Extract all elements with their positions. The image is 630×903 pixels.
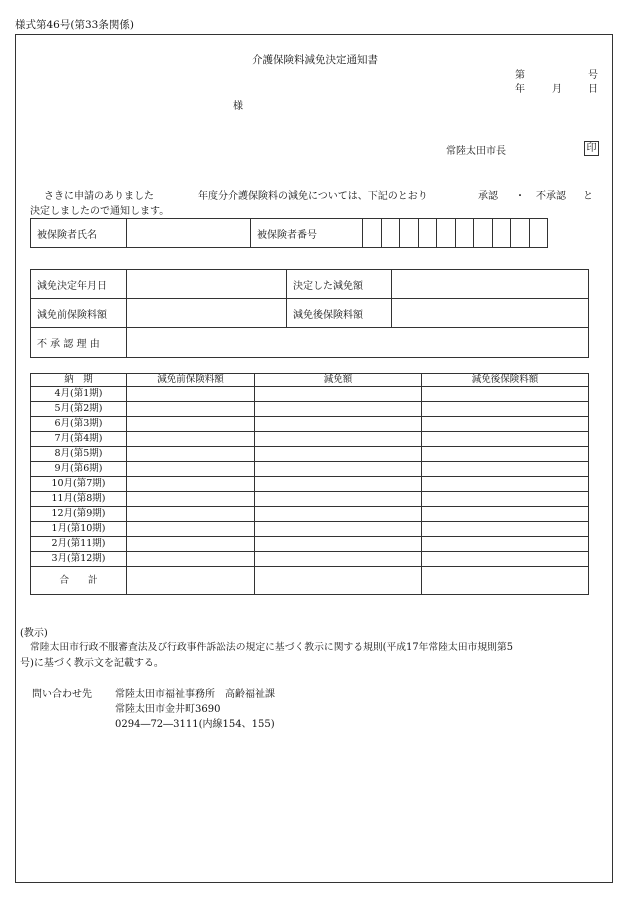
before-amount-cell[interactable]	[127, 417, 255, 432]
before-amount-cell[interactable]	[127, 477, 255, 492]
reduction-amount-cell[interactable]	[255, 402, 422, 417]
reduction-amount-cell[interactable]	[255, 522, 422, 537]
date-day: 日	[588, 84, 598, 95]
before-amount-cell[interactable]	[127, 432, 255, 447]
before-amount-cell[interactable]	[127, 462, 255, 477]
payment-schedule-table	[30, 373, 589, 595]
contact-label: 問い合わせ先	[32, 689, 92, 700]
schedule-row	[31, 522, 589, 537]
form-number: 様式第46号(第33条関係)	[15, 19, 134, 31]
after-amount-cell[interactable]	[422, 417, 589, 432]
after-amount-cell[interactable]	[422, 447, 589, 462]
schedule-period-label: 11月(第8期)	[31, 492, 127, 507]
ref-dai: 第	[515, 70, 525, 81]
schedule-period-label: 2月(第11期)	[31, 537, 127, 552]
reduction-amount-cell[interactable]	[255, 387, 422, 402]
after-premium-field[interactable]	[392, 299, 589, 328]
body-text-1: さきに申請のありました	[44, 191, 154, 202]
after-premium-label: 減免後保険料額	[287, 299, 392, 328]
date-month: 月	[552, 84, 562, 95]
before-amount-cell[interactable]	[127, 537, 255, 552]
schedule-row	[31, 492, 589, 507]
reduction-amount-cell[interactable]	[255, 552, 422, 567]
schedule-total-label: 合 計	[31, 567, 127, 595]
insured-number-digit[interactable]	[400, 219, 419, 248]
notice-line-1: 常陸太田市行政不服審査法及び行政事件訴訟法の規定に基づく教示に関する規則(平成17年常陸太田市規則第5	[30, 642, 513, 653]
schedule-period-label: 4月(第1期)	[31, 387, 127, 402]
addressee-suffix: 様	[233, 101, 243, 112]
total-reduction-cell[interactable]	[255, 567, 422, 595]
insured-number-digit[interactable]	[529, 219, 548, 248]
schedule-row	[31, 432, 589, 447]
issuer-title: 常陸太田市長	[446, 146, 506, 157]
schedule-header-period: 納 期	[31, 374, 127, 387]
after-amount-cell[interactable]	[422, 477, 589, 492]
body-text-2: 年度分介護保険料の減免については、下記のとおり	[198, 191, 428, 202]
reduction-amount-cell[interactable]	[255, 537, 422, 552]
schedule-period-label: 8月(第5期)	[31, 447, 127, 462]
before-amount-cell[interactable]	[127, 507, 255, 522]
insured-number-digit[interactable]	[455, 219, 474, 248]
schedule-row	[31, 387, 589, 402]
before-premium-field[interactable]	[127, 299, 287, 328]
schedule-period-label: 6月(第3期)	[31, 417, 127, 432]
reduction-amount-cell[interactable]	[255, 477, 422, 492]
body-text-line2: 決定しましたので通知します。	[30, 206, 170, 217]
decision-table	[30, 269, 589, 358]
schedule-header-before: 減免前保険料額	[127, 374, 255, 387]
ref-go: 号	[588, 70, 598, 81]
schedule-row	[31, 477, 589, 492]
schedule-row	[31, 447, 589, 462]
decision-date-label: 減免決定年月日	[31, 270, 127, 299]
before-amount-cell[interactable]	[127, 522, 255, 537]
decision-date-field[interactable]	[127, 270, 287, 299]
option-separator: ・	[515, 191, 525, 202]
schedule-total-row	[31, 567, 589, 595]
insured-number-digit[interactable]	[363, 219, 382, 248]
decided-amount-label: 決定した減免額	[287, 270, 392, 299]
insured-number-digit[interactable]	[437, 219, 456, 248]
after-amount-cell[interactable]	[422, 387, 589, 402]
after-amount-cell[interactable]	[422, 552, 589, 567]
schedule-row	[31, 417, 589, 432]
after-amount-cell[interactable]	[422, 522, 589, 537]
schedule-period-label: 1月(第10期)	[31, 522, 127, 537]
schedule-period-label: 5月(第2期)	[31, 402, 127, 417]
before-amount-cell[interactable]	[127, 492, 255, 507]
before-premium-label: 減免前保険料額	[31, 299, 127, 328]
schedule-header-after: 減免後保険料額	[422, 374, 589, 387]
insured-number-digit[interactable]	[492, 219, 511, 248]
before-amount-cell[interactable]	[127, 402, 255, 417]
schedule-period-label: 9月(第6期)	[31, 462, 127, 477]
document-title: 介護保険料減免決定通知書	[252, 54, 378, 66]
total-after-cell[interactable]	[422, 567, 589, 595]
insured-number-digit[interactable]	[511, 219, 530, 248]
insured-number-digit[interactable]	[418, 219, 437, 248]
schedule-row	[31, 507, 589, 522]
contact-office: 常陸太田市福祉事務所 高齢福祉課	[115, 689, 275, 700]
reduction-amount-cell[interactable]	[255, 462, 422, 477]
reduction-amount-cell[interactable]	[255, 507, 422, 522]
after-amount-cell[interactable]	[422, 507, 589, 522]
body-to: と	[583, 191, 593, 202]
schedule-row	[31, 537, 589, 552]
approve-option[interactable]: 承認	[478, 191, 498, 202]
insured-number-label: 被保険者番号	[251, 219, 363, 248]
schedule-row	[31, 462, 589, 477]
rejection-reason-field[interactable]	[127, 328, 589, 358]
insured-info-table	[30, 218, 548, 248]
contact-address: 常陸太田市金井町3690	[115, 704, 221, 715]
reduction-amount-cell[interactable]	[255, 492, 422, 507]
schedule-period-label: 12月(第9期)	[31, 507, 127, 522]
before-amount-cell[interactable]	[127, 552, 255, 567]
after-amount-cell[interactable]	[422, 432, 589, 447]
insured-number-digit[interactable]	[474, 219, 493, 248]
schedule-header-reduction: 減免額	[255, 374, 422, 387]
schedule-row	[31, 552, 589, 567]
schedule-period-label: 3月(第12期)	[31, 552, 127, 567]
before-amount-cell[interactable]	[127, 447, 255, 462]
reduction-amount-cell[interactable]	[255, 447, 422, 462]
rejection-reason-label: 不 承 認 理 由	[31, 328, 127, 358]
reject-option[interactable]: 不承認	[536, 191, 566, 202]
total-before-cell[interactable]	[127, 567, 255, 595]
after-amount-cell[interactable]	[422, 492, 589, 507]
insured-number-digit[interactable]	[381, 219, 400, 248]
seal-mark: 印	[584, 141, 599, 156]
schedule-row	[31, 402, 589, 417]
after-amount-cell[interactable]	[422, 462, 589, 477]
notice-heading: (教示)	[20, 628, 48, 639]
schedule-period-label: 7月(第4期)	[31, 432, 127, 447]
after-amount-cell[interactable]	[422, 402, 589, 417]
reduction-amount-cell[interactable]	[255, 432, 422, 447]
schedule-period-label: 10月(第7期)	[31, 477, 127, 492]
contact-phone: 0294―72―3111(内線154、155)	[115, 719, 275, 730]
date-year: 年	[515, 84, 525, 95]
notice-line-2: 号)に基づく教示文を記載する。	[20, 658, 164, 669]
reduction-amount-cell[interactable]	[255, 417, 422, 432]
insured-name-label: 被保険者氏名	[31, 219, 127, 248]
before-amount-cell[interactable]	[127, 387, 255, 402]
after-amount-cell[interactable]	[422, 537, 589, 552]
insured-name-field[interactable]	[127, 219, 251, 248]
decided-amount-field[interactable]	[392, 270, 589, 299]
